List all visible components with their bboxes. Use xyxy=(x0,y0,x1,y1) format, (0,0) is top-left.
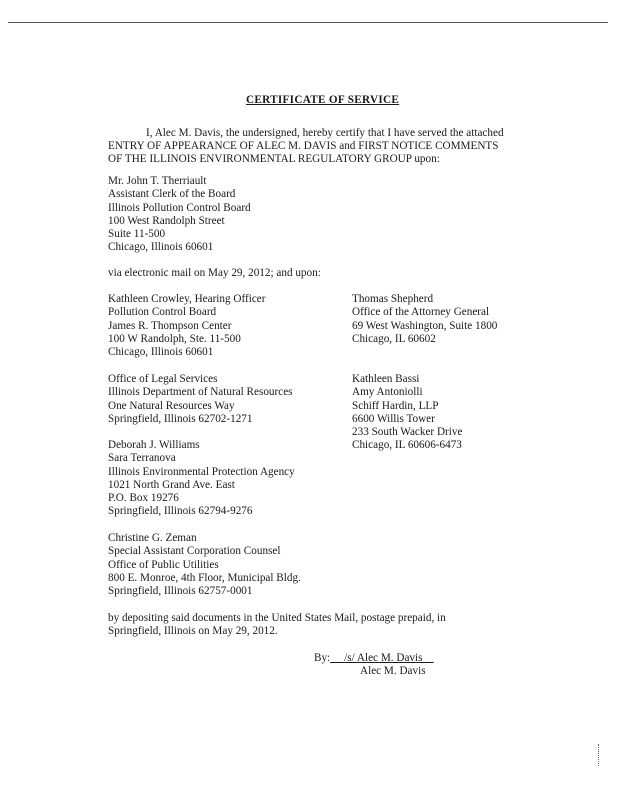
address-line: 100 West Randolph Street xyxy=(108,214,225,227)
address-line: Thomas Shepherd xyxy=(352,293,434,305)
address-line: Schiff Hardin, LLP xyxy=(352,399,439,412)
top-rule xyxy=(8,22,608,23)
address-line: Pollution Control Board xyxy=(108,306,217,319)
address-line: Sara Terranova xyxy=(108,452,176,465)
address-line: Chicago, IL 60602 xyxy=(352,332,436,345)
address-line: Special Assistant Corporation Counsel xyxy=(108,545,281,558)
intro-line-2: ENTRY OF APPEARANCE OF ALEC M. DAVIS and FIRST NOTICE COMMENTS xyxy=(108,140,499,152)
recipient-legal-services xyxy=(108,373,293,426)
address-line: Kathleen Bassi xyxy=(352,373,420,385)
address-line: 69 West Washington, Suite 1800 xyxy=(352,319,498,332)
recipient-crowley xyxy=(108,293,266,359)
address-line: 1021 North Grand Ave. East xyxy=(108,478,235,491)
address-line: Suite 11-500 xyxy=(108,228,166,241)
address-line: Chicago, Illinois 60601 xyxy=(108,346,214,359)
intro-line-3: OF THE ILLINOIS ENVIRONMENTAL REGULATORY GROUP upon: xyxy=(108,153,440,165)
document-title: CERTIFICATE OF SERVICE xyxy=(246,94,400,106)
via-email-line: via electronic mail on May 29, 2012; and upon: xyxy=(108,267,321,279)
address-line: One Natural Resources Way xyxy=(108,399,235,412)
address-line: 6600 Willis Tower xyxy=(352,412,435,425)
recipient-bassi xyxy=(352,373,462,453)
address-line: Illinois Department of Natural Resources xyxy=(108,386,293,399)
address-line: Springfield, Illinois 62794-9276 xyxy=(108,505,253,518)
address-line: Assistant Clerk of the Board xyxy=(108,188,236,201)
signature-underline xyxy=(330,652,433,664)
intro-line-1: I, Alec M. Davis, the undersigned, hereby certify that I have served the attached xyxy=(146,127,504,139)
address-line: Springfield, Illinois 62702-1271 xyxy=(108,412,253,425)
address-line: James R. Thompson Center xyxy=(108,319,232,332)
signature-line xyxy=(314,652,434,665)
address-line: Office of the Attorney General xyxy=(352,306,490,319)
address-line: 100 W Randolph, Ste. 11-500 xyxy=(108,332,241,345)
address-line: Christine G. Zeman xyxy=(108,532,197,544)
address-line: Office of Legal Services xyxy=(108,373,218,385)
address-line: Office of Public Utilities xyxy=(108,558,219,571)
closing-line-1: by depositing said documents in the United States Mail, postage prepaid, in xyxy=(108,612,446,624)
signer-name: Alec M. Davis xyxy=(360,665,426,677)
address-line: Illinois Pollution Control Board xyxy=(108,201,251,214)
recipient-zeman xyxy=(108,532,301,598)
address-line: Deborah J. Williams xyxy=(108,439,200,451)
by-label: By: xyxy=(314,652,331,664)
address-line: P.O. Box 19276 xyxy=(108,492,179,505)
address-line: Chicago, Illinois 60601 xyxy=(108,241,214,254)
recipient-williams xyxy=(108,439,295,519)
address-line: Amy Antoniolli xyxy=(352,386,423,399)
address-line: 233 South Wacker Drive xyxy=(352,426,463,439)
primary-recipient xyxy=(108,175,251,255)
address-line: Mr. John T. Therriault xyxy=(108,175,207,187)
address-line: Kathleen Crowley, Hearing Officer xyxy=(108,293,266,305)
closing-line-2: Springfield, Illinois on May 29, 2012. xyxy=(108,625,278,637)
address-line: 800 E. Monroe, 4th Floor, Municipal Bldg. xyxy=(108,571,301,584)
electronic-signature: /s/ Alec M. Davis xyxy=(344,652,423,664)
recipient-shepherd xyxy=(352,293,497,346)
address-line: Illinois Environmental Protection Agency xyxy=(108,465,295,478)
scan-edge-marks xyxy=(598,744,600,766)
address-line: Springfield, Illinois 62757-0001 xyxy=(108,585,253,598)
address-line: Chicago, IL 60606-6473 xyxy=(352,439,462,452)
